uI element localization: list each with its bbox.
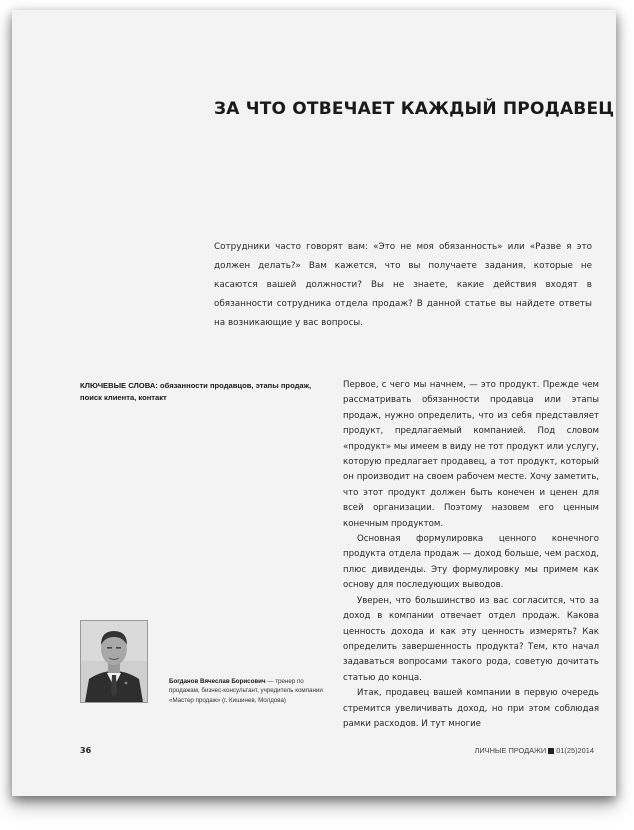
keywords-text: обязанности продавцов, этапы продаж, поиск клиента, контакт xyxy=(80,381,312,402)
author-caption xyxy=(169,677,329,705)
body-paragraph-1: Первое, с чего мы начнем, — это продукт. Прежде чем рассматривать обязанности продавца или этапы продаж, нужно определить, что из себя представляет продукт, предлагаемый компанией. Под словом «продукт» мы имеем в виду не тот продукт или услугу, которую предлагает продавец, а тот продукт, который он производит на своем рабочем месте. Хочу заметить, что этот продукт должен быть конечен и ценен для всей организации. Поэтому назовем его ценным конечным продуктом. xyxy=(343,380,599,529)
body-paragraph-3: Уверен, что большинство из вас согласится, что за доход в компании отвечает отдел продаж. Какова ценность дохода и как эту ценность измерять? Как определить завершенность продукта? Тем, кто начал задаваться вопросами такого рода, советую дочитать статью до конца. xyxy=(343,595,599,683)
magazine-name: ЛИЧНЫЕ ПРОДАЖИ xyxy=(474,746,547,755)
keywords-block xyxy=(80,380,330,404)
author-bio: — тренер по продажам, бизнес-консультант, учредитель компании «Мастер продаж» (г. Кишинев, Молдова) xyxy=(169,678,323,704)
body-paragraph-4: Итак, продавец вашей компании в первую очередь стремится увеличивать доход, но при этом соблюдая рамки расходов. И тут многие xyxy=(343,688,599,729)
square-icon xyxy=(548,748,554,754)
author-name: Богданов Вячеслав Борисович xyxy=(169,678,266,685)
body-paragraph-2: Основная формулировка ценного конечного продукта отдела продаж — доход больше, чем расход, плюс дивиденды. Эту формулировку мы примем как основу для последующих выводов. xyxy=(343,534,599,591)
article-title: ЗА ЧТО ОТВЕЧАЕТ КАЖДЫЙ ПРОДАВЕЦ xyxy=(214,99,615,119)
magazine-footer xyxy=(475,746,595,755)
issue-number: 01(25)2014 xyxy=(556,746,594,755)
keywords-label: КЛЮЧЕВЫЕ СЛОВА: xyxy=(80,381,158,390)
article-lead: Сотрудники часто говорят вам: «Это не моя обязанность» или «Разве я это должен делать?» Вам кажется, что вы получаете задания, которые не касаются вашей должности? Вы не знаете, какие действия входят в обязанности сотрудника отдела продаж? В данной статье вы найдете ответы на возникающие у вас вопросы. xyxy=(214,242,592,328)
magazine-page xyxy=(12,10,616,796)
author-photo xyxy=(80,620,148,703)
author-portrait-icon xyxy=(81,621,147,702)
page-number: 36 xyxy=(80,746,92,755)
article-body xyxy=(343,378,599,732)
